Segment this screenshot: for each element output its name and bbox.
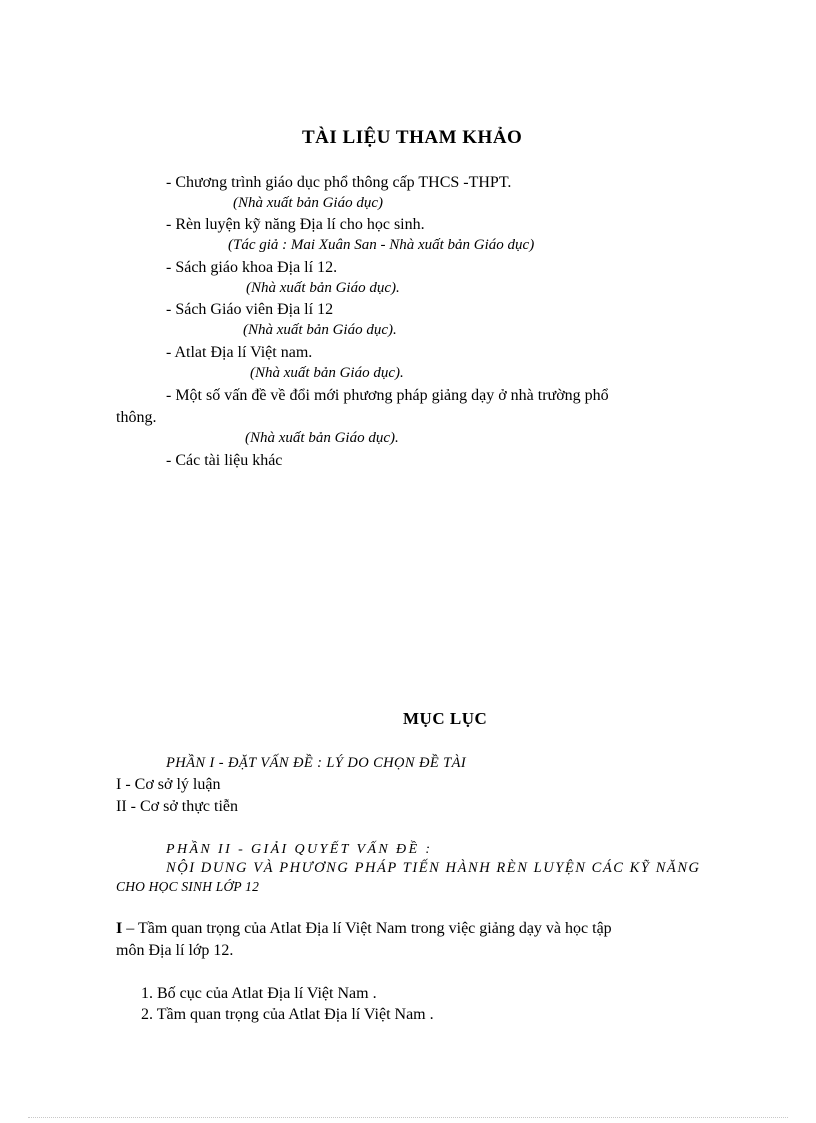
reference-item-1: - Chương trình giáo dục phổ thông cấp THCS -THPT. <box>166 174 512 191</box>
reference-item-7: - Các tài liệu khác <box>166 452 283 469</box>
toc-part2-line3: CHO HỌC SINH LỚP 12 <box>116 879 260 894</box>
toc-part1-heading: PHẦN I - ĐẶT VẤN ĐỀ : LÝ DO CHỌN ĐỀ TÀI <box>166 755 467 771</box>
reference-publisher-6: (Nhà xuất bản Giáo dục). <box>245 430 399 446</box>
toc-section1-subitem-1: 1. Bố cục của Atlat Địa lí Việt Nam . <box>141 985 377 1002</box>
reference-item-5: - Atlat Địa lí Việt nam. <box>166 344 313 361</box>
toc-part1-item-1: I - Cơ sở lý luận <box>116 776 221 793</box>
toc-part1-item-2: II - Cơ sở thực tiễn <box>116 798 239 815</box>
reference-item-4: - Sách Giáo viên Địa lí 12 <box>166 301 334 318</box>
reference-item-6: - Một số vấn đề về đổi mới phương pháp giảng dạy ở nhà trường phổ <box>166 387 609 404</box>
page-bottom-rule <box>28 1117 788 1118</box>
toc-title: MỤC LỤC <box>403 709 488 728</box>
reference-item-3: - Sách giáo khoa Địa lí 12. <box>166 259 338 276</box>
toc-part2-line2: NỘI DUNG VÀ PHƯƠNG PHÁP TIẾN HÀNH RÈN LUYỆN CÁC KỸ NĂNG <box>166 860 701 876</box>
toc-section1-line1 <box>116 920 612 938</box>
reference-publisher-2: (Tác giả : Mai Xuân San - Nhà xuất bản Giáo dục) <box>228 237 535 253</box>
reference-item-6-continued: thông. <box>116 409 157 426</box>
reference-publisher-5: (Nhà xuất bản Giáo dục). <box>250 365 404 381</box>
toc-section1-label: I <box>116 920 123 937</box>
toc-section1-subitem-2: 2. Tầm quan trọng của Atlat Địa lí Việt Nam . <box>141 1006 434 1023</box>
reference-item-2: - Rèn luyện kỹ năng Địa lí cho học sinh. <box>166 216 425 233</box>
reference-publisher-4: (Nhà xuất bản Giáo dục). <box>243 322 397 338</box>
toc-part2-heading: PHẦN II - GIẢI QUYẾT VẤN ĐỀ : <box>166 842 433 857</box>
reference-publisher-1: (Nhà xuất bản Giáo dục) <box>233 195 383 211</box>
toc-section1-text: – Tầm quan trọng của Atlat Địa lí Việt Nam trong việc giảng dạy và học tập <box>122 920 612 937</box>
reference-publisher-3: (Nhà xuất bản Giáo dục). <box>246 280 400 296</box>
toc-section1-line2: môn Địa lí lớp 12. <box>116 942 234 959</box>
references-title: TÀI LIỆU THAM KHẢO <box>302 127 523 148</box>
